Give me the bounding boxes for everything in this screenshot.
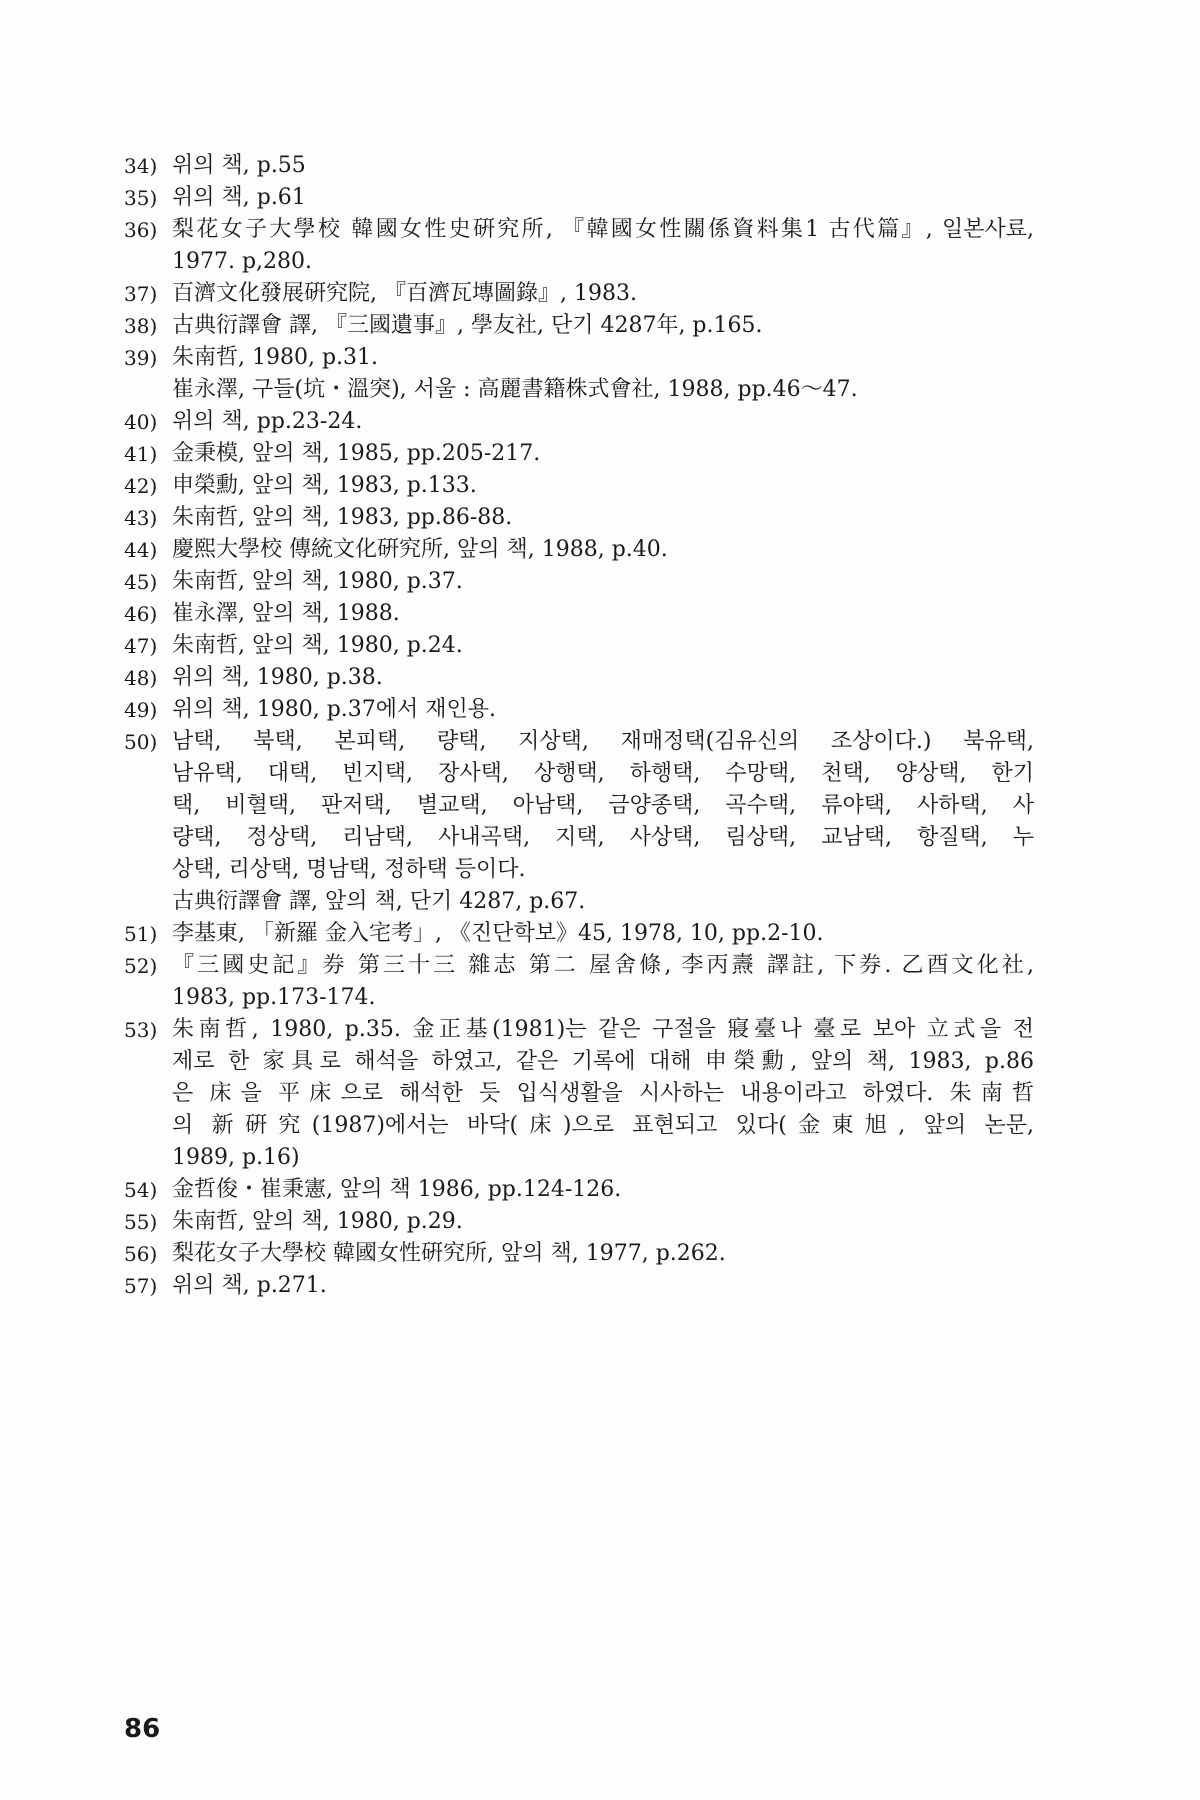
endnote-number: 45) <box>124 570 158 594</box>
endnote-number: 48) <box>124 666 158 690</box>
endnote <box>124 1270 1034 1302</box>
endnote <box>124 182 1034 214</box>
endnote <box>124 502 1034 534</box>
endnote-text <box>168 950 1034 1014</box>
endnote-number: 53) <box>124 1018 158 1042</box>
endnote <box>124 310 1034 342</box>
endnote-text <box>168 406 1034 438</box>
endnotes-list <box>124 150 1034 1302</box>
endnote-line: 金哲俊・崔秉憲, 앞의 책 1986, pp.124-126. <box>172 1177 622 1202</box>
endnote-line: 상택, 리상택, 명남택, 정하택 등이다. <box>172 857 526 882</box>
endnote-number: 34) <box>124 154 158 178</box>
endnote-text <box>168 182 1034 214</box>
endnote-text <box>168 310 1034 342</box>
endnote-line: 朱南哲, 앞의 책, 1980, p.24. <box>172 633 463 658</box>
endnote <box>124 694 1034 726</box>
endnote-line: 梨花女子大學校 韓國女性硏究所, 앞의 책, 1977, p.262. <box>172 1241 726 1266</box>
endnote-number: 35) <box>124 186 158 210</box>
endnote-line: 申榮勳, 앞의 책, 1983, p.133. <box>172 473 477 498</box>
endnote-line: 崔永澤, 구들(坑・溫突), 서울 : 高麗書籍株式會社, 1988, pp.46～47. <box>172 377 858 402</box>
endnote-line: 梨花女子大學校 韓國女性史硏究所, 『韓國女性關係資料集1 古代篇』, 일본사료, <box>172 217 1034 242</box>
endnote <box>124 726 1034 918</box>
endnote-text <box>168 630 1034 662</box>
endnote-line: 古典衍譯會 譯, 앞의 책, 단기 4287, p.67. <box>172 889 586 914</box>
endnote <box>124 406 1034 438</box>
endnote-line: 朱南哲, 앞의 책, 1983, pp.86-88. <box>172 505 513 530</box>
endnote <box>124 214 1034 278</box>
endnote-number: 51) <box>124 922 158 946</box>
endnote-line: 량택, 정상택, 리남택, 사내곡택, 지택, 사상택, 림상택, 교남택, 항질택, 누 <box>172 825 1034 850</box>
endnote-text <box>168 726 1034 918</box>
endnote-line: 위의 책, pp.23-24. <box>172 409 363 434</box>
endnote-line: 위의 책, p.271. <box>172 1273 327 1298</box>
endnote <box>124 1174 1034 1206</box>
endnote-text <box>168 438 1034 470</box>
endnote-line: 百濟文化發展硏究院, 『百濟瓦塼圖錄』, 1983. <box>172 281 637 306</box>
endnote <box>124 150 1034 182</box>
endnote <box>124 470 1034 502</box>
endnote-line: 古典衍譯會 譯, 『三國遺事』, 學友社, 단기 4287年, p.165. <box>172 313 763 338</box>
endnote-line: 李基東, 「新羅 金入宅考」, 《진단학보》45, 1978, 10, pp.2-10. <box>172 921 824 946</box>
endnote <box>124 534 1034 566</box>
endnote-line: 의 新硏究(1987)에서는 바닥(床)으로 표현되고 있다(金東旭, 앞의 논문, <box>172 1113 1034 1138</box>
endnote-number: 44) <box>124 538 158 562</box>
endnote-text <box>168 502 1034 534</box>
endnote-line: 1977. p,280. <box>172 249 313 274</box>
endnote <box>124 1206 1034 1238</box>
endnote-text <box>168 214 1034 278</box>
endnote <box>124 598 1034 630</box>
endnote-line: 朱南哲, 1980, p.31. <box>172 345 379 370</box>
page-number: 86 <box>124 1714 161 1744</box>
endnote-line: 1989, p.16) <box>172 1145 300 1170</box>
endnote <box>124 1238 1034 1270</box>
endnote-line: 朱南哲, 앞의 책, 1980, p.29. <box>172 1209 463 1234</box>
endnote-text <box>168 470 1034 502</box>
endnote-number: 55) <box>124 1210 158 1234</box>
endnote <box>124 918 1034 950</box>
endnote-line: 朱南哲, 앞의 책, 1980, p.37. <box>172 569 463 594</box>
endnote <box>124 566 1034 598</box>
endnote-text <box>168 1206 1034 1238</box>
endnote-text <box>168 1238 1034 1270</box>
endnote-line: 택, 비혈택, 판저택, 별교택, 아남택, 금양종택, 곡수택, 류야택, 사하택, 사 <box>172 793 1034 818</box>
endnote-text <box>168 918 1034 950</box>
endnote-text <box>168 278 1034 310</box>
endnote-number: 56) <box>124 1242 158 1266</box>
endnote-text <box>168 566 1034 598</box>
endnote-line: 崔永澤, 앞의 책, 1988. <box>172 601 400 626</box>
endnote-number: 36) <box>124 218 158 242</box>
endnote-number: 41) <box>124 442 158 466</box>
endnote <box>124 342 1034 406</box>
endnote-number: 54) <box>124 1178 158 1202</box>
endnote-number: 46) <box>124 602 158 626</box>
endnote-number: 52) <box>124 954 158 978</box>
endnote-line: 1983, pp.173-174. <box>172 985 376 1010</box>
endnote <box>124 438 1034 470</box>
endnote-line: 위의 책, 1980, p.38. <box>172 665 383 690</box>
endnote-line: 『三國史記』券 第三十三 雜志 第二 屋舍條, 李丙燾 譯註, 下券. 乙酉文化社, <box>172 953 1034 978</box>
endnote-line: 위의 책, 1980, p.37에서 재인용. <box>172 697 497 722</box>
endnote-number: 40) <box>124 410 158 434</box>
endnote-number: 37) <box>124 282 158 306</box>
endnote-line: 남택, 북택, 본피택, 량택, 지상택, 재매정택(김유신의 조상이다.) 북유택, <box>172 729 1034 754</box>
endnote-line: 朱南哲, 1980, p.35. 金正基(1981)는 같은 구절을 寢臺나 臺로 보아 立式을 전 <box>172 1017 1034 1042</box>
endnote <box>124 662 1034 694</box>
endnote-line: 제로 한 家具로 해석을 하였고, 같은 기록에 대해 申榮勳, 앞의 책, 1983, p.86 <box>172 1049 1034 1074</box>
endnote-text <box>168 1270 1034 1302</box>
endnote-line: 慶熙大學校 傳統文化硏究所, 앞의 책, 1988, p.40. <box>172 537 668 562</box>
endnote-text <box>168 534 1034 566</box>
endnote <box>124 950 1034 1014</box>
endnote <box>124 630 1034 662</box>
endnote <box>124 278 1034 310</box>
endnote <box>124 1014 1034 1174</box>
endnote-number: 47) <box>124 634 158 658</box>
endnote-text <box>168 150 1034 182</box>
endnote-text <box>168 662 1034 694</box>
endnote-line: 金秉模, 앞의 책, 1985, pp.205-217. <box>172 441 541 466</box>
endnote-line: 남유택, 대택, 빈지택, 장사택, 상행택, 하행택, 수망택, 천택, 양상택, 한기 <box>172 761 1034 786</box>
endnote-line: 위의 책, p.61 <box>172 185 306 210</box>
endnote-number: 50) <box>124 730 158 754</box>
endnote-number: 42) <box>124 474 158 498</box>
endnote-number: 49) <box>124 698 158 722</box>
endnote-line: 위의 책, p.55 <box>172 153 306 178</box>
endnote-number: 39) <box>124 346 158 370</box>
endnote-text <box>168 342 1034 406</box>
endnote-number: 43) <box>124 506 158 530</box>
endnote-text <box>168 1174 1034 1206</box>
endnote-number: 38) <box>124 314 158 338</box>
endnote-text <box>168 1014 1034 1174</box>
endnote-line: 은 床을 平床으로 해석한 듯 입식생활을 시사하는 내용이라고 하였다. 朱南哲 <box>172 1081 1034 1106</box>
endnote-text <box>168 598 1034 630</box>
endnote-text <box>168 694 1034 726</box>
endnote-number: 57) <box>124 1274 158 1298</box>
